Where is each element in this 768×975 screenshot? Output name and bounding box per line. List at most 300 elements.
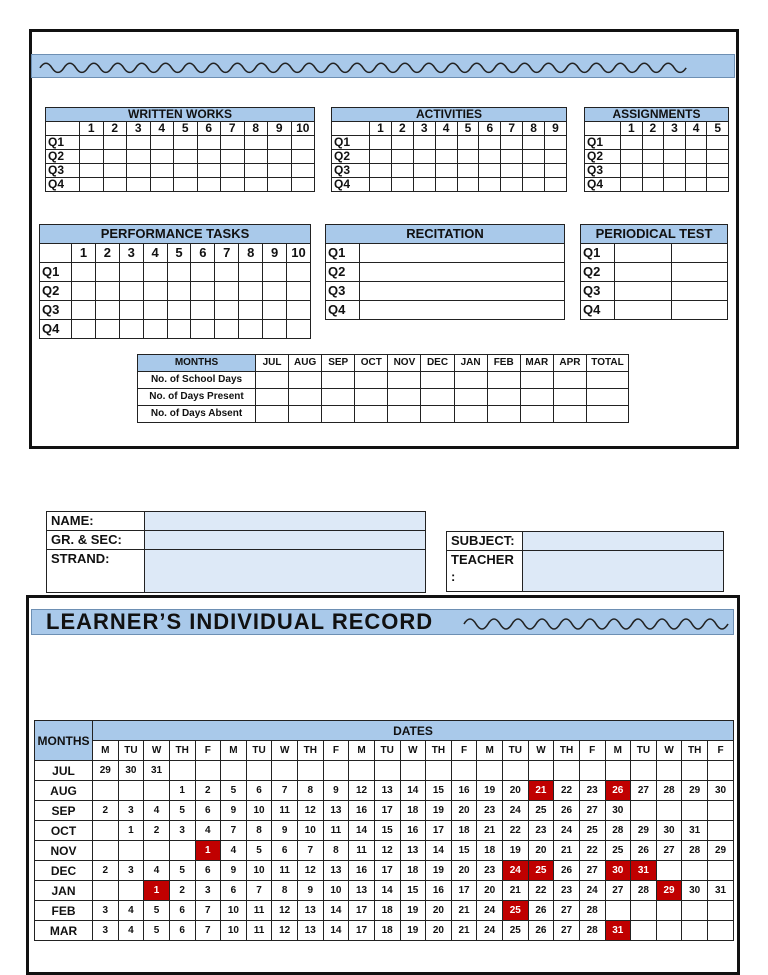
date-cell[interactable]: 20 [503, 781, 529, 801]
date-cell[interactable]: 29 [93, 761, 119, 781]
date-cell[interactable]: 23 [477, 801, 503, 821]
date-cell[interactable] [682, 901, 708, 921]
date-cell[interactable]: 9 [221, 801, 247, 821]
date-cell[interactable]: 27 [605, 881, 631, 901]
day-header: M [605, 741, 631, 761]
written-works-table [45, 107, 315, 192]
date-cell[interactable] [656, 861, 682, 881]
day-header: W [656, 741, 682, 761]
date-cell[interactable]: 18 [451, 821, 477, 841]
date-cell[interactable]: 22 [528, 881, 554, 901]
table-row: Q1 [40, 263, 311, 282]
date-cell[interactable]: 19 [400, 921, 426, 941]
date-cell[interactable]: 29 [631, 821, 657, 841]
date-cell[interactable]: 3 [93, 921, 119, 941]
date-cell[interactable] [631, 801, 657, 821]
date-cell[interactable] [477, 761, 503, 781]
date-cell[interactable]: 15 [374, 821, 400, 841]
ornament-border-icon [32, 55, 734, 77]
table-row [35, 901, 734, 921]
date-cell[interactable]: 26 [554, 801, 580, 821]
table-row: Q2 [585, 150, 729, 164]
date-cell[interactable]: 7 [221, 821, 247, 841]
date-cell[interactable]: 10 [298, 821, 324, 841]
date-cell[interactable] [708, 761, 734, 781]
date-cell[interactable] [298, 761, 324, 781]
date-cell[interactable] [195, 761, 221, 781]
date-cell[interactable]: 20 [426, 901, 452, 921]
date-cell[interactable] [451, 761, 477, 781]
date-cell[interactable]: 12 [298, 801, 324, 821]
date-cell[interactable]: 15 [426, 781, 452, 801]
month-label: OCT [35, 821, 93, 841]
date-cell[interactable]: 14 [400, 781, 426, 801]
recitation-title: RECITATION [326, 225, 565, 244]
date-cell[interactable]: 29 [656, 881, 682, 901]
date-cell[interactable]: 24 [503, 801, 529, 821]
date-cell[interactable]: 11 [272, 801, 298, 821]
date-cell[interactable] [605, 761, 631, 781]
col-header: 3 [413, 122, 435, 136]
activities-table [331, 107, 567, 192]
date-cell[interactable]: 8 [298, 781, 324, 801]
date-cell[interactable]: 2 [195, 781, 221, 801]
date-cell[interactable]: 16 [400, 821, 426, 841]
grade-section-field[interactable] [145, 531, 426, 550]
date-cell[interactable]: 5 [144, 921, 170, 941]
col-header: 9 [268, 122, 292, 136]
date-cell[interactable] [631, 761, 657, 781]
date-cell[interactable] [554, 761, 580, 781]
date-cell[interactable]: 15 [400, 881, 426, 901]
date-cell[interactable]: 21 [554, 841, 580, 861]
date-cell[interactable]: 20 [451, 801, 477, 821]
name-label: NAME: [47, 512, 145, 531]
grade-section-label: GR. & SEC: [47, 531, 145, 550]
date-cell[interactable]: 30 [708, 781, 734, 801]
date-cell[interactable]: 22 [554, 781, 580, 801]
date-cell[interactable] [503, 761, 529, 781]
date-cell[interactable]: 4 [118, 901, 144, 921]
date-cell[interactable] [656, 901, 682, 921]
col-header: 3 [127, 122, 151, 136]
day-header: F [195, 741, 221, 761]
date-cell[interactable]: 22 [579, 841, 605, 861]
date-cell[interactable] [631, 921, 657, 941]
date-cell[interactable] [579, 761, 605, 781]
date-cell[interactable] [144, 781, 170, 801]
date-cell[interactable]: 10 [323, 881, 349, 901]
day-header: F [708, 741, 734, 761]
day-header: TU [374, 741, 400, 761]
date-cell[interactable]: 7 [195, 901, 221, 921]
date-cell[interactable]: 4 [195, 821, 221, 841]
date-cell[interactable]: 18 [374, 921, 400, 941]
date-cell[interactable]: 21 [503, 881, 529, 901]
date-cell[interactable]: 11 [349, 841, 375, 861]
day-header: M [349, 741, 375, 761]
date-cell[interactable]: 16 [451, 781, 477, 801]
date-cell[interactable]: 17 [349, 921, 375, 941]
table-row: Q3 [40, 301, 311, 320]
date-cell[interactable]: 16 [349, 801, 375, 821]
date-cell[interactable]: 17 [451, 881, 477, 901]
date-cell[interactable]: 9 [221, 861, 247, 881]
date-cell[interactable]: 25 [528, 861, 554, 881]
date-cell[interactable]: 25 [605, 841, 631, 861]
table-row [35, 761, 734, 781]
date-cell[interactable]: 4 [221, 841, 247, 861]
date-cell[interactable]: 18 [400, 861, 426, 881]
date-cell[interactable] [708, 801, 734, 821]
table-row: Q2 [46, 150, 315, 164]
date-cell[interactable]: 21 [451, 921, 477, 941]
date-cell[interactable]: 23 [579, 781, 605, 801]
teacher-field[interactable] [523, 551, 724, 592]
col-header: 2 [642, 122, 664, 136]
date-cell[interactable]: 2 [93, 861, 119, 881]
date-cell[interactable] [93, 781, 119, 801]
date-cell[interactable]: 28 [631, 881, 657, 901]
date-cell[interactable]: 8 [246, 821, 272, 841]
date-cell[interactable]: 25 [528, 801, 554, 821]
date-cell[interactable]: 27 [579, 861, 605, 881]
date-cell[interactable]: 30 [605, 801, 631, 821]
date-cell[interactable]: 31 [605, 921, 631, 941]
date-cell[interactable]: 19 [426, 801, 452, 821]
day-header: F [579, 741, 605, 761]
date-cell[interactable]: 20 [426, 921, 452, 941]
date-cell[interactable]: 17 [374, 861, 400, 881]
date-cell[interactable]: 19 [477, 781, 503, 801]
col-header: 4 [143, 244, 167, 263]
month-label: MAR [35, 921, 93, 941]
strand-label: STRAND: [47, 550, 145, 593]
date-cell[interactable]: 13 [323, 801, 349, 821]
date-cell[interactable]: 12 [298, 861, 324, 881]
date-cell[interactable]: 1 [118, 821, 144, 841]
dates-header: DATES [93, 721, 734, 741]
date-cell[interactable]: 30 [605, 861, 631, 881]
date-cell[interactable]: 27 [554, 921, 580, 941]
date-cell[interactable] [221, 761, 247, 781]
table-row [35, 821, 734, 841]
col-header: 2 [103, 122, 127, 136]
date-cell[interactable]: 27 [631, 781, 657, 801]
date-cell[interactable] [93, 821, 119, 841]
day-header: W [272, 741, 298, 761]
date-cell[interactable]: 28 [682, 841, 708, 861]
date-cell[interactable] [400, 761, 426, 781]
date-cell[interactable]: 8 [323, 841, 349, 861]
day-header: M [93, 741, 119, 761]
date-cell[interactable]: 14 [374, 881, 400, 901]
date-cell[interactable]: 3 [118, 861, 144, 881]
date-cell[interactable] [374, 761, 400, 781]
date-cell[interactable]: 28 [605, 821, 631, 841]
col-header: 9 [263, 244, 287, 263]
date-cell[interactable]: 7 [298, 841, 324, 861]
table-row: Q3 [326, 282, 565, 301]
col-header: 3 [664, 122, 686, 136]
date-cell[interactable]: 1 [169, 781, 195, 801]
date-cell[interactable]: 13 [298, 901, 324, 921]
date-cell[interactable]: 20 [528, 841, 554, 861]
date-cell[interactable]: 25 [503, 921, 529, 941]
date-cell[interactable]: 6 [195, 801, 221, 821]
date-cell[interactable]: 6 [272, 841, 298, 861]
date-cell[interactable]: 24 [503, 861, 529, 881]
date-cell[interactable]: 13 [323, 861, 349, 881]
date-cell[interactable]: 2 [93, 801, 119, 821]
month-header: JUL [256, 355, 289, 372]
date-cell[interactable]: 11 [323, 821, 349, 841]
date-cell[interactable]: 26 [528, 901, 554, 921]
date-cell[interactable]: 8 [272, 881, 298, 901]
date-cell[interactable] [708, 821, 734, 841]
date-cell[interactable]: 14 [349, 821, 375, 841]
date-cell[interactable]: 20 [477, 881, 503, 901]
date-cell[interactable]: 13 [374, 781, 400, 801]
date-cell[interactable]: 5 [169, 861, 195, 881]
date-cell[interactable] [682, 861, 708, 881]
performance-tasks-table [39, 224, 311, 339]
date-cell[interactable]: 12 [272, 901, 298, 921]
date-cell[interactable]: 16 [426, 881, 452, 901]
date-cell[interactable]: 27 [656, 841, 682, 861]
date-cell[interactable] [118, 781, 144, 801]
date-cell[interactable]: 12 [374, 841, 400, 861]
month-header: FEB [487, 355, 520, 372]
col-header: 6 [191, 244, 215, 263]
date-cell[interactable] [528, 761, 554, 781]
col-header: 4 [435, 122, 457, 136]
date-cell[interactable]: 24 [477, 921, 503, 941]
date-cell[interactable]: 27 [579, 801, 605, 821]
date-cell[interactable]: 4 [144, 861, 170, 881]
date-cell[interactable]: 11 [246, 901, 272, 921]
date-cell[interactable]: 10 [246, 801, 272, 821]
date-cell[interactable]: 28 [579, 921, 605, 941]
date-cell[interactable]: 3 [169, 821, 195, 841]
date-cell[interactable]: 21 [477, 821, 503, 841]
date-cell[interactable]: 7 [195, 921, 221, 941]
written-works-title: WRITTEN WORKS [46, 108, 315, 122]
date-cell[interactable]: 6 [246, 781, 272, 801]
date-cell[interactable]: 2 [169, 881, 195, 901]
date-cell[interactable] [144, 841, 170, 861]
date-cell[interactable]: 19 [400, 901, 426, 921]
date-cell[interactable]: 2 [144, 821, 170, 841]
record-title: LEARNER’S INDIVIDUAL RECORD [46, 609, 434, 634]
date-cell[interactable]: 19 [426, 861, 452, 881]
date-cell[interactable]: 10 [246, 861, 272, 881]
date-cell[interactable]: 26 [631, 841, 657, 861]
date-cell[interactable]: 6 [195, 861, 221, 881]
date-cell[interactable] [272, 761, 298, 781]
date-cell[interactable]: 23 [477, 861, 503, 881]
date-cell[interactable]: 29 [682, 781, 708, 801]
date-cell[interactable] [169, 841, 195, 861]
date-cell[interactable]: 13 [349, 881, 375, 901]
date-cell[interactable]: 25 [579, 821, 605, 841]
subject-field[interactable] [523, 532, 724, 551]
date-cell[interactable]: 3 [118, 801, 144, 821]
table-row: Q4 [332, 178, 567, 192]
date-cell[interactable]: 21 [528, 781, 554, 801]
date-cell[interactable] [682, 921, 708, 941]
name-field[interactable] [145, 512, 426, 531]
date-cell[interactable]: 28 [656, 781, 682, 801]
date-cell[interactable]: 6 [169, 921, 195, 941]
table-row [35, 861, 734, 881]
date-cell[interactable]: 4 [118, 921, 144, 941]
date-cell[interactable]: 3 [195, 881, 221, 901]
date-cell[interactable]: 27 [554, 901, 580, 921]
date-cell[interactable]: 6 [221, 881, 247, 901]
date-cell[interactable]: 7 [246, 881, 272, 901]
date-cell[interactable] [708, 901, 734, 921]
date-cell[interactable]: 26 [605, 781, 631, 801]
date-cell[interactable]: 13 [298, 921, 324, 941]
date-cell[interactable]: 4 [144, 801, 170, 821]
date-cell[interactable] [682, 761, 708, 781]
col-header: 6 [197, 122, 221, 136]
date-cell[interactable]: 5 [144, 901, 170, 921]
date-cell[interactable]: 9 [272, 821, 298, 841]
date-cell[interactable]: 19 [503, 841, 529, 861]
col-header: 5 [167, 244, 191, 263]
date-cell[interactable]: 6 [169, 901, 195, 921]
date-cell[interactable] [169, 761, 195, 781]
day-header: F [323, 741, 349, 761]
date-cell[interactable]: 9 [298, 881, 324, 901]
date-cell[interactable]: 5 [169, 801, 195, 821]
date-cell[interactable] [656, 801, 682, 821]
date-cell[interactable]: 30 [656, 821, 682, 841]
date-cell[interactable]: 5 [246, 841, 272, 861]
date-cell[interactable] [656, 761, 682, 781]
date-cell[interactable]: 30 [118, 761, 144, 781]
date-cell[interactable] [656, 921, 682, 941]
col-header: 4 [150, 122, 174, 136]
date-cell[interactable]: 11 [272, 861, 298, 881]
date-cell[interactable] [682, 801, 708, 821]
date-cell[interactable]: 3 [93, 901, 119, 921]
date-cell[interactable]: 10 [221, 921, 247, 941]
month-header: JAN [454, 355, 487, 372]
month-header: TOTAL [587, 355, 629, 372]
month-label: JAN [35, 881, 93, 901]
date-cell[interactable]: 31 [631, 861, 657, 881]
date-cell[interactable]: 12 [349, 781, 375, 801]
date-cell[interactable] [93, 841, 119, 861]
date-cell[interactable]: 17 [349, 901, 375, 921]
date-cell[interactable] [323, 761, 349, 781]
date-cell[interactable]: 5 [221, 781, 247, 801]
date-cell[interactable] [246, 761, 272, 781]
table-row: Q2 [581, 263, 728, 282]
date-cell[interactable]: 31 [708, 881, 734, 901]
date-cell[interactable]: 26 [554, 861, 580, 881]
date-cell[interactable]: 24 [477, 901, 503, 921]
learner-info-table [46, 511, 426, 593]
date-cell[interactable] [118, 881, 144, 901]
month-label: DEC [35, 861, 93, 881]
date-cell[interactable]: 31 [144, 761, 170, 781]
table-row: Q2 [326, 263, 565, 282]
date-cell[interactable]: 20 [451, 861, 477, 881]
date-cell[interactable] [708, 921, 734, 941]
date-cell[interactable]: 17 [374, 801, 400, 821]
assignments-title: ASSIGNMENTS [585, 108, 729, 122]
date-cell[interactable]: 1 [195, 841, 221, 861]
table-row: Q2 [332, 150, 567, 164]
date-cell[interactable]: 7 [272, 781, 298, 801]
date-cell[interactable]: 17 [426, 821, 452, 841]
date-cell[interactable]: 12 [272, 921, 298, 941]
month-label: JUL [35, 761, 93, 781]
months-header: MONTHS [35, 721, 93, 761]
date-cell[interactable] [349, 761, 375, 781]
date-cell[interactable]: 31 [682, 821, 708, 841]
table-row: No. of Days Absent [138, 406, 629, 423]
date-cell[interactable]: 1 [144, 881, 170, 901]
date-cell[interactable]: 23 [528, 821, 554, 841]
date-cell[interactable]: 22 [503, 821, 529, 841]
col-header: 9 [545, 122, 567, 136]
date-cell[interactable]: 23 [554, 881, 580, 901]
date-cell[interactable]: 18 [374, 901, 400, 921]
table-row: Q3 [46, 164, 315, 178]
date-cell[interactable]: 14 [426, 841, 452, 861]
month-header: APR [553, 355, 586, 372]
day-header: TU [246, 741, 272, 761]
date-cell[interactable]: 15 [451, 841, 477, 861]
date-cell[interactable]: 16 [349, 861, 375, 881]
date-cell[interactable]: 9 [323, 781, 349, 801]
day-header: F [451, 741, 477, 761]
date-cell[interactable] [631, 901, 657, 921]
date-cell[interactable] [708, 861, 734, 881]
date-cell[interactable]: 18 [400, 801, 426, 821]
date-cell[interactable]: 18 [477, 841, 503, 861]
date-cell[interactable]: 29 [708, 841, 734, 861]
date-cell[interactable]: 28 [579, 901, 605, 921]
date-cell[interactable]: 14 [323, 901, 349, 921]
date-cell[interactable] [426, 761, 452, 781]
date-cell[interactable] [605, 901, 631, 921]
date-cell[interactable]: 11 [246, 921, 272, 941]
date-cell[interactable]: 10 [221, 901, 247, 921]
month-header: NOV [388, 355, 421, 372]
date-cell[interactable]: 24 [554, 821, 580, 841]
date-cell[interactable]: 24 [579, 881, 605, 901]
date-cell[interactable]: 21 [451, 901, 477, 921]
date-cell[interactable]: 30 [682, 881, 708, 901]
strand-field[interactable] [145, 550, 426, 593]
date-cell[interactable]: 26 [528, 921, 554, 941]
date-cell[interactable]: 25 [503, 901, 529, 921]
month-label: AUG [35, 781, 93, 801]
date-cell[interactable]: 14 [323, 921, 349, 941]
table-row: Q4 [40, 320, 311, 339]
col-header: 2 [95, 244, 119, 263]
date-cell[interactable] [118, 841, 144, 861]
activities-title: ACTIVITIES [332, 108, 567, 122]
date-cell[interactable] [93, 881, 119, 901]
date-cell[interactable]: 13 [400, 841, 426, 861]
